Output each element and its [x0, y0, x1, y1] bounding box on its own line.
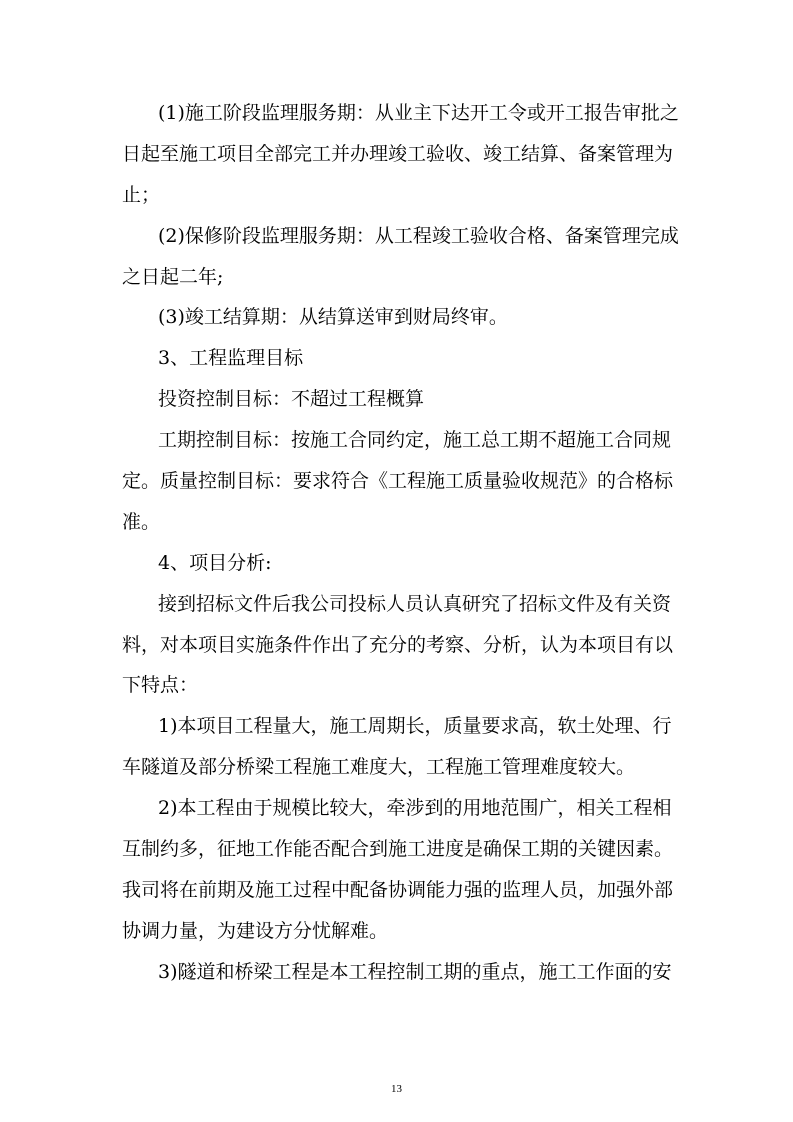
paragraph-line: (1)施工阶段监理服务期：从业主下达开工令或开工报告审批之: [158, 102, 679, 124]
paragraph-line: 协调力量，为建设方分忧解难。: [122, 919, 389, 942]
paragraph-line: (2)保修阶段监理服务期：从工程竣工验收合格、备案管理完成: [158, 224, 679, 247]
paragraph-line: (3)竣工结算期：从结算送审到财局终审。: [158, 306, 508, 329]
paragraph-line: 之日起二年;: [122, 265, 224, 288]
paragraph-line: 工期控制目标：按施工合同约定，施工总工期不超施工合同规: [158, 429, 672, 452]
paragraph-line: 定。质量控制目标：要求符合《工程施工质量验收规范》的合格标: [122, 470, 674, 493]
paragraph-line: 接到招标文件后我公司投标人员认真研究了招标文件及有关资: [158, 592, 672, 615]
paragraph-line: 日起至施工项目全部完工并办理竣工验收、竣工结算、备案管理为: [122, 142, 674, 165]
paragraph-line: 1)本项目工程量大，施工周期长，质量要求高，软土处理、行: [158, 715, 672, 738]
document-body: [122, 93, 679, 993]
paragraph-line: 料，对本项目实施条件作出了充分的考察、分析，认为本项目有以: [122, 633, 674, 656]
paragraph-line: 准。: [122, 510, 161, 533]
paragraph-line: 投资控制目标：不超过工程概算: [158, 388, 425, 411]
section-heading: 3、工程监理目标: [158, 347, 304, 370]
page-number: 13: [391, 1083, 402, 1095]
paragraph-line: 下特点：: [122, 674, 199, 697]
paragraph-line: 止；: [122, 183, 161, 206]
paragraph-line: 互制约多，征地工作能否配合到施工进度是确保工期的关键因素。: [122, 838, 674, 861]
paragraph-line: 我司将在前期及施工过程中配备协调能力强的监理人员，加强外部: [122, 878, 674, 901]
paragraph-line: 3)隧道和桥梁工程是本工程控制工期的重点，施工工作面的安: [158, 960, 672, 983]
paragraph-line: 车隧道及部分桥梁工程施工难度大，工程施工管理难度较大。: [122, 756, 636, 779]
paragraph-line: 2)本工程由于规模比较大，牵涉到的用地范围广，相关工程相: [158, 797, 672, 820]
section-heading: 4、项目分析:: [158, 551, 272, 574]
